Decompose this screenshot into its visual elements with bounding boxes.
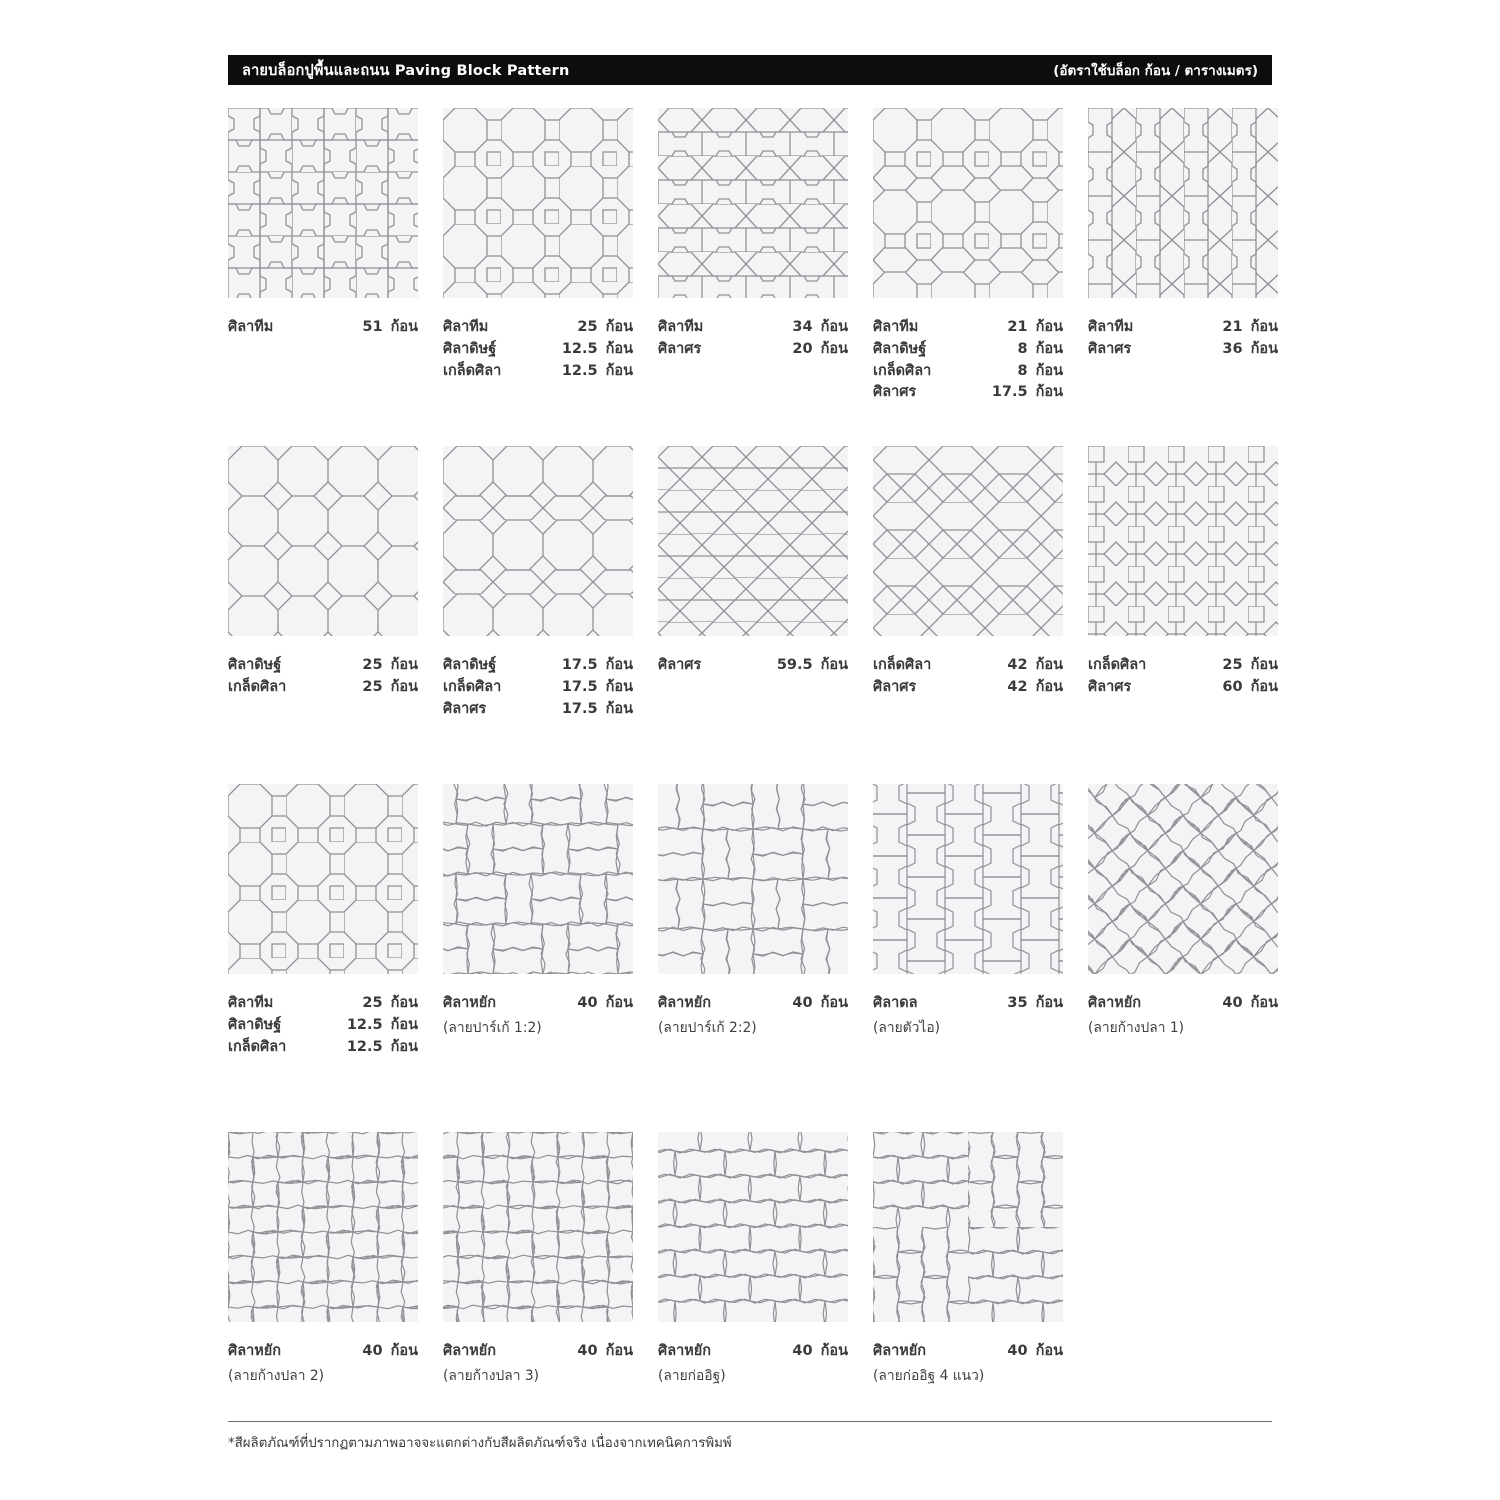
pattern-unit: ก้อน [390,319,418,335]
pattern-name: ศิลาทีม [443,319,489,335]
pattern-name: เกล็ดศิลา [443,362,502,379]
pattern-qty: 40 [577,1343,598,1359]
pattern-line [658,339,848,361]
pattern-swatch [658,446,848,636]
pattern-subtitle: (ลายก้างปลา 2) [228,1367,325,1384]
pattern-name: ศิลาหยัก [443,995,497,1011]
pattern-name: เกล็ดศิลา [228,678,287,695]
pattern-line [873,993,1063,1015]
pattern-graphic [228,108,418,298]
pattern-name: ศิลาศร [658,657,702,673]
pattern-grid [228,108,1278,1403]
pattern-qty: 17.5 [991,384,1028,401]
pattern-unit: ก้อน [605,700,633,717]
pattern-unit: ก้อน [390,657,418,673]
pattern-qty: 51 [362,319,383,335]
pattern-subtitle: (ลายก่ออิฐ) [658,1367,726,1384]
pattern-qty: 8 [1017,340,1028,357]
pattern-graphic [228,1132,418,1322]
pattern-line [1088,677,1278,699]
pattern-graphic [873,446,1063,636]
pattern-card [443,446,633,784]
pattern-name: ศิลาศร [658,340,702,357]
pattern-line [658,317,848,339]
pattern-subtitle: (ลายก้างปลา 1) [1088,1019,1185,1036]
pattern-unit: ก้อน [605,995,633,1011]
pattern-card [658,1132,848,1403]
pattern-subtitle: (ลายตัวไอ) [873,1019,940,1036]
pattern-graphic [873,108,1063,298]
pattern-qty: 17.5 [561,700,598,717]
pattern-name: ศิลาหยัก [658,995,712,1011]
pattern-qty: 40 [1222,995,1243,1011]
header-rate-note: (อัตราใช้บล็อก ก้อน / ตารางเมตร) [1053,63,1258,79]
pattern-line [873,317,1063,339]
pattern-line [228,317,418,339]
pattern-graphic [443,108,633,298]
pattern-qty: 34 [792,319,813,335]
pattern-swatch [873,1132,1063,1322]
pattern-line [443,1341,633,1363]
pattern-name: ศิลาหยัก [443,1343,497,1359]
pattern-graphic [658,1132,848,1322]
pattern-name: ศิลาศร [873,678,917,695]
pattern-labels [873,655,1063,784]
pattern-swatch [228,784,418,974]
pattern-unit: ก้อน [820,340,848,357]
pattern-labels [228,993,418,1122]
pattern-swatch [228,108,418,298]
pattern-graphic [1088,446,1278,636]
pattern-qty: 17.5 [561,678,598,695]
pattern-unit: ก้อน [1035,340,1063,357]
pattern-subtitle: (ลายปาร์เก้ 1:2) [443,1019,542,1036]
pattern-unit: ก้อน [820,657,848,673]
pattern-unit: ก้อน [1035,319,1063,335]
pattern-graphic [658,784,848,974]
pattern-card [228,784,418,1122]
pattern-line [443,317,633,339]
pattern-unit: ก้อน [1035,1343,1063,1359]
pattern-graphic [1088,784,1278,974]
pattern-qty: 25 [362,995,383,1011]
pattern-card [873,784,1063,1122]
pattern-unit: ก้อน [390,1016,418,1033]
pattern-card [228,108,418,446]
pattern-unit: ก้อน [1250,678,1278,695]
pattern-unit: ก้อน [820,319,848,335]
pattern-card [228,1132,418,1403]
pattern-qty: 35 [1007,995,1028,1011]
pattern-qty: 12.5 [561,340,598,357]
pattern-name: เกล็ดศิลา [873,657,932,673]
pattern-name: เกล็ดศิลา [873,362,932,379]
footnote-divider [228,1421,1272,1422]
pattern-qty: 20 [792,340,813,357]
pattern-swatch [228,446,418,636]
pattern-swatch [658,1132,848,1322]
pattern-labels [1088,317,1278,446]
pattern-name: ศิลาทีม [1088,319,1134,335]
pattern-unit: ก้อน [605,1343,633,1359]
pattern-line [658,1341,848,1363]
pattern-labels [658,317,848,446]
pattern-swatch [1088,784,1278,974]
pattern-line [443,677,633,699]
pattern-graphic [658,108,848,298]
pattern-qty: 40 [1007,1343,1028,1359]
pattern-name: ศิลาทีม [228,319,274,335]
pattern-unit: ก้อน [605,678,633,695]
pattern-line [228,1341,418,1363]
catalog-content [228,55,1278,1453]
page-title: ลายบล็อกปูพื้นและถนน Paving Block Pattern [242,62,570,79]
pattern-row [228,784,1278,1122]
pattern-unit: ก้อน [1250,995,1278,1011]
pattern-subtitle: (ลายก้างปลา 3) [443,1367,540,1384]
pattern-graphic [1088,108,1278,298]
pattern-qty: 36 [1222,340,1243,357]
pattern-graphic [443,446,633,636]
pattern-qty: 25 [1222,657,1243,673]
pattern-qty: 21 [1007,319,1028,335]
pattern-card [443,108,633,446]
footnote: *สีผลิตภัณฑ์ที่ปรากฏตามภาพอาจจะแตกต่างกับสีผลิตภัณฑ์จริง เนื่องจากเทคนิคการพิมพ์ [228,1436,732,1451]
pattern-card [873,1132,1063,1403]
pattern-card [1088,446,1278,784]
pattern-card [1088,784,1278,1122]
pattern-qty: 17.5 [561,657,598,673]
pattern-name: ศิลาศร [873,384,917,401]
pattern-qty: 40 [792,1343,813,1359]
pattern-unit: ก้อน [1035,995,1063,1011]
pattern-line [658,993,848,1015]
pattern-qty: 42 [1007,657,1028,673]
pattern-labels [1088,993,1278,1122]
pattern-qty: 40 [577,995,598,1011]
pattern-qty: 12.5 [346,1016,383,1033]
pattern-line [873,339,1063,361]
pattern-card [443,1132,633,1403]
pattern-card [1088,108,1278,446]
pattern-name: ศิลาดิษฐ์ [873,340,927,357]
pattern-labels [228,1341,418,1403]
pattern-unit: ก้อน [1035,384,1063,401]
pattern-labels [873,993,1063,1122]
pattern-line [873,361,1063,383]
pattern-unit: ก้อน [390,1343,418,1359]
pattern-line [443,699,633,721]
pattern-swatch [873,784,1063,974]
pattern-card [228,446,418,784]
pattern-qty: 12.5 [561,362,598,379]
pattern-row [228,1132,1272,1403]
pattern-unit: ก้อน [605,657,633,673]
pattern-qty: 42 [1007,678,1028,695]
pattern-name: ศิลาทีม [873,319,919,335]
pattern-labels [873,1341,1063,1403]
pattern-labels [658,993,848,1122]
pattern-line [228,677,418,699]
pattern-labels [1088,655,1278,784]
pattern-subtitle: (ลายก่ออิฐ 4 แนว) [873,1367,985,1384]
pattern-unit: ก้อน [820,995,848,1011]
pattern-graphic [873,784,1063,974]
pattern-line [873,655,1063,677]
pattern-graphic [658,446,848,636]
pattern-name: ศิลาศร [1088,678,1132,695]
pattern-name: ศิลาทีม [228,995,274,1011]
pattern-line [873,677,1063,699]
pattern-unit: ก้อน [1035,678,1063,695]
pattern-graphic [228,446,418,636]
pattern-qty: 25 [362,678,383,695]
pattern-graphic [873,1132,1063,1322]
pattern-unit: ก้อน [390,678,418,695]
pattern-swatch [873,108,1063,298]
pattern-swatch [228,1132,418,1322]
pattern-line [443,361,633,383]
pattern-swatch [443,1132,633,1322]
pattern-labels [228,655,418,784]
pattern-unit: ก้อน [1250,319,1278,335]
pattern-graphic [443,1132,633,1322]
pattern-qty: 12.5 [346,1038,383,1055]
pattern-graphic [228,784,418,974]
pattern-line [873,1341,1063,1363]
pattern-swatch [443,784,633,974]
pattern-name: ศิลาหยัก [228,1343,282,1359]
pattern-labels [443,1341,633,1403]
header-bar [228,55,1272,85]
pattern-unit: ก้อน [605,319,633,335]
pattern-qty: 8 [1017,362,1028,379]
pattern-name: ศิลาศร [1088,340,1132,357]
pattern-qty: 25 [577,319,598,335]
pattern-swatch [658,108,848,298]
pattern-name: ศิลาดล [873,995,918,1011]
pattern-labels [873,317,1063,446]
pattern-swatch [443,108,633,298]
pattern-labels [443,993,633,1122]
pattern-card [658,108,848,446]
pattern-qty: 21 [1222,319,1243,335]
pattern-name: ศิลาหยัก [873,1343,927,1359]
pattern-labels [228,317,418,446]
pattern-swatch [443,446,633,636]
pattern-qty: 59.5 [776,657,813,673]
pattern-name: ศิลาหยัก [658,1343,712,1359]
pattern-card [658,446,848,784]
pattern-card [443,784,633,1122]
pattern-line [228,655,418,677]
pattern-line [1088,655,1278,677]
pattern-unit: ก้อน [390,995,418,1011]
pattern-qty: 60 [1222,678,1243,695]
pattern-name: ศิลาดิษฐ์ [228,657,282,673]
pattern-name: ศิลาศร [443,700,487,717]
pattern-name: เกล็ดศิลา [228,1038,287,1055]
pattern-line [443,339,633,361]
pattern-unit: ก้อน [1035,362,1063,379]
pattern-unit: ก้อน [820,1343,848,1359]
pattern-card [873,108,1063,446]
pattern-qty: 25 [362,657,383,673]
pattern-name: ศิลาหยัก [1088,995,1142,1011]
pattern-name: ศิลาทีม [658,319,704,335]
pattern-labels [443,317,633,446]
pattern-labels [658,655,848,784]
pattern-name: เกล็ดศิลา [443,678,502,695]
pattern-unit: ก้อน [1250,657,1278,673]
pattern-swatch [1088,446,1278,636]
pattern-unit: ก้อน [605,362,633,379]
pattern-unit: ก้อน [1035,657,1063,673]
pattern-line [228,1015,418,1037]
pattern-subtitle: (ลายปาร์เก้ 2:2) [658,1019,757,1036]
pattern-line [1088,339,1278,361]
pattern-line [443,993,633,1015]
pattern-card [873,446,1063,784]
pattern-graphic [443,784,633,974]
pattern-unit: ก้อน [1250,340,1278,357]
pattern-unit: ก้อน [605,340,633,357]
pattern-line [228,993,418,1015]
pattern-labels [443,655,633,784]
pattern-labels [658,1341,848,1403]
pattern-line [1088,317,1278,339]
pattern-name: เกล็ดศิลา [1088,657,1147,673]
pattern-row [228,108,1278,446]
pattern-line [1088,993,1278,1015]
pattern-swatch [658,784,848,974]
pattern-unit: ก้อน [390,1038,418,1055]
pattern-line [873,382,1063,404]
pattern-line [658,655,848,677]
pattern-line [228,1037,418,1059]
pattern-qty: 40 [362,1343,383,1359]
pattern-name: ศิลาดิษฐ์ [228,1016,282,1033]
pattern-name: ศิลาดิษฐ์ [443,657,497,673]
pattern-line [443,655,633,677]
pattern-swatch [873,446,1063,636]
pattern-qty: 40 [792,995,813,1011]
pattern-swatch [1088,108,1278,298]
pattern-name: ศิลาดิษฐ์ [443,340,497,357]
pattern-row [228,446,1278,784]
pattern-card [658,784,848,1122]
